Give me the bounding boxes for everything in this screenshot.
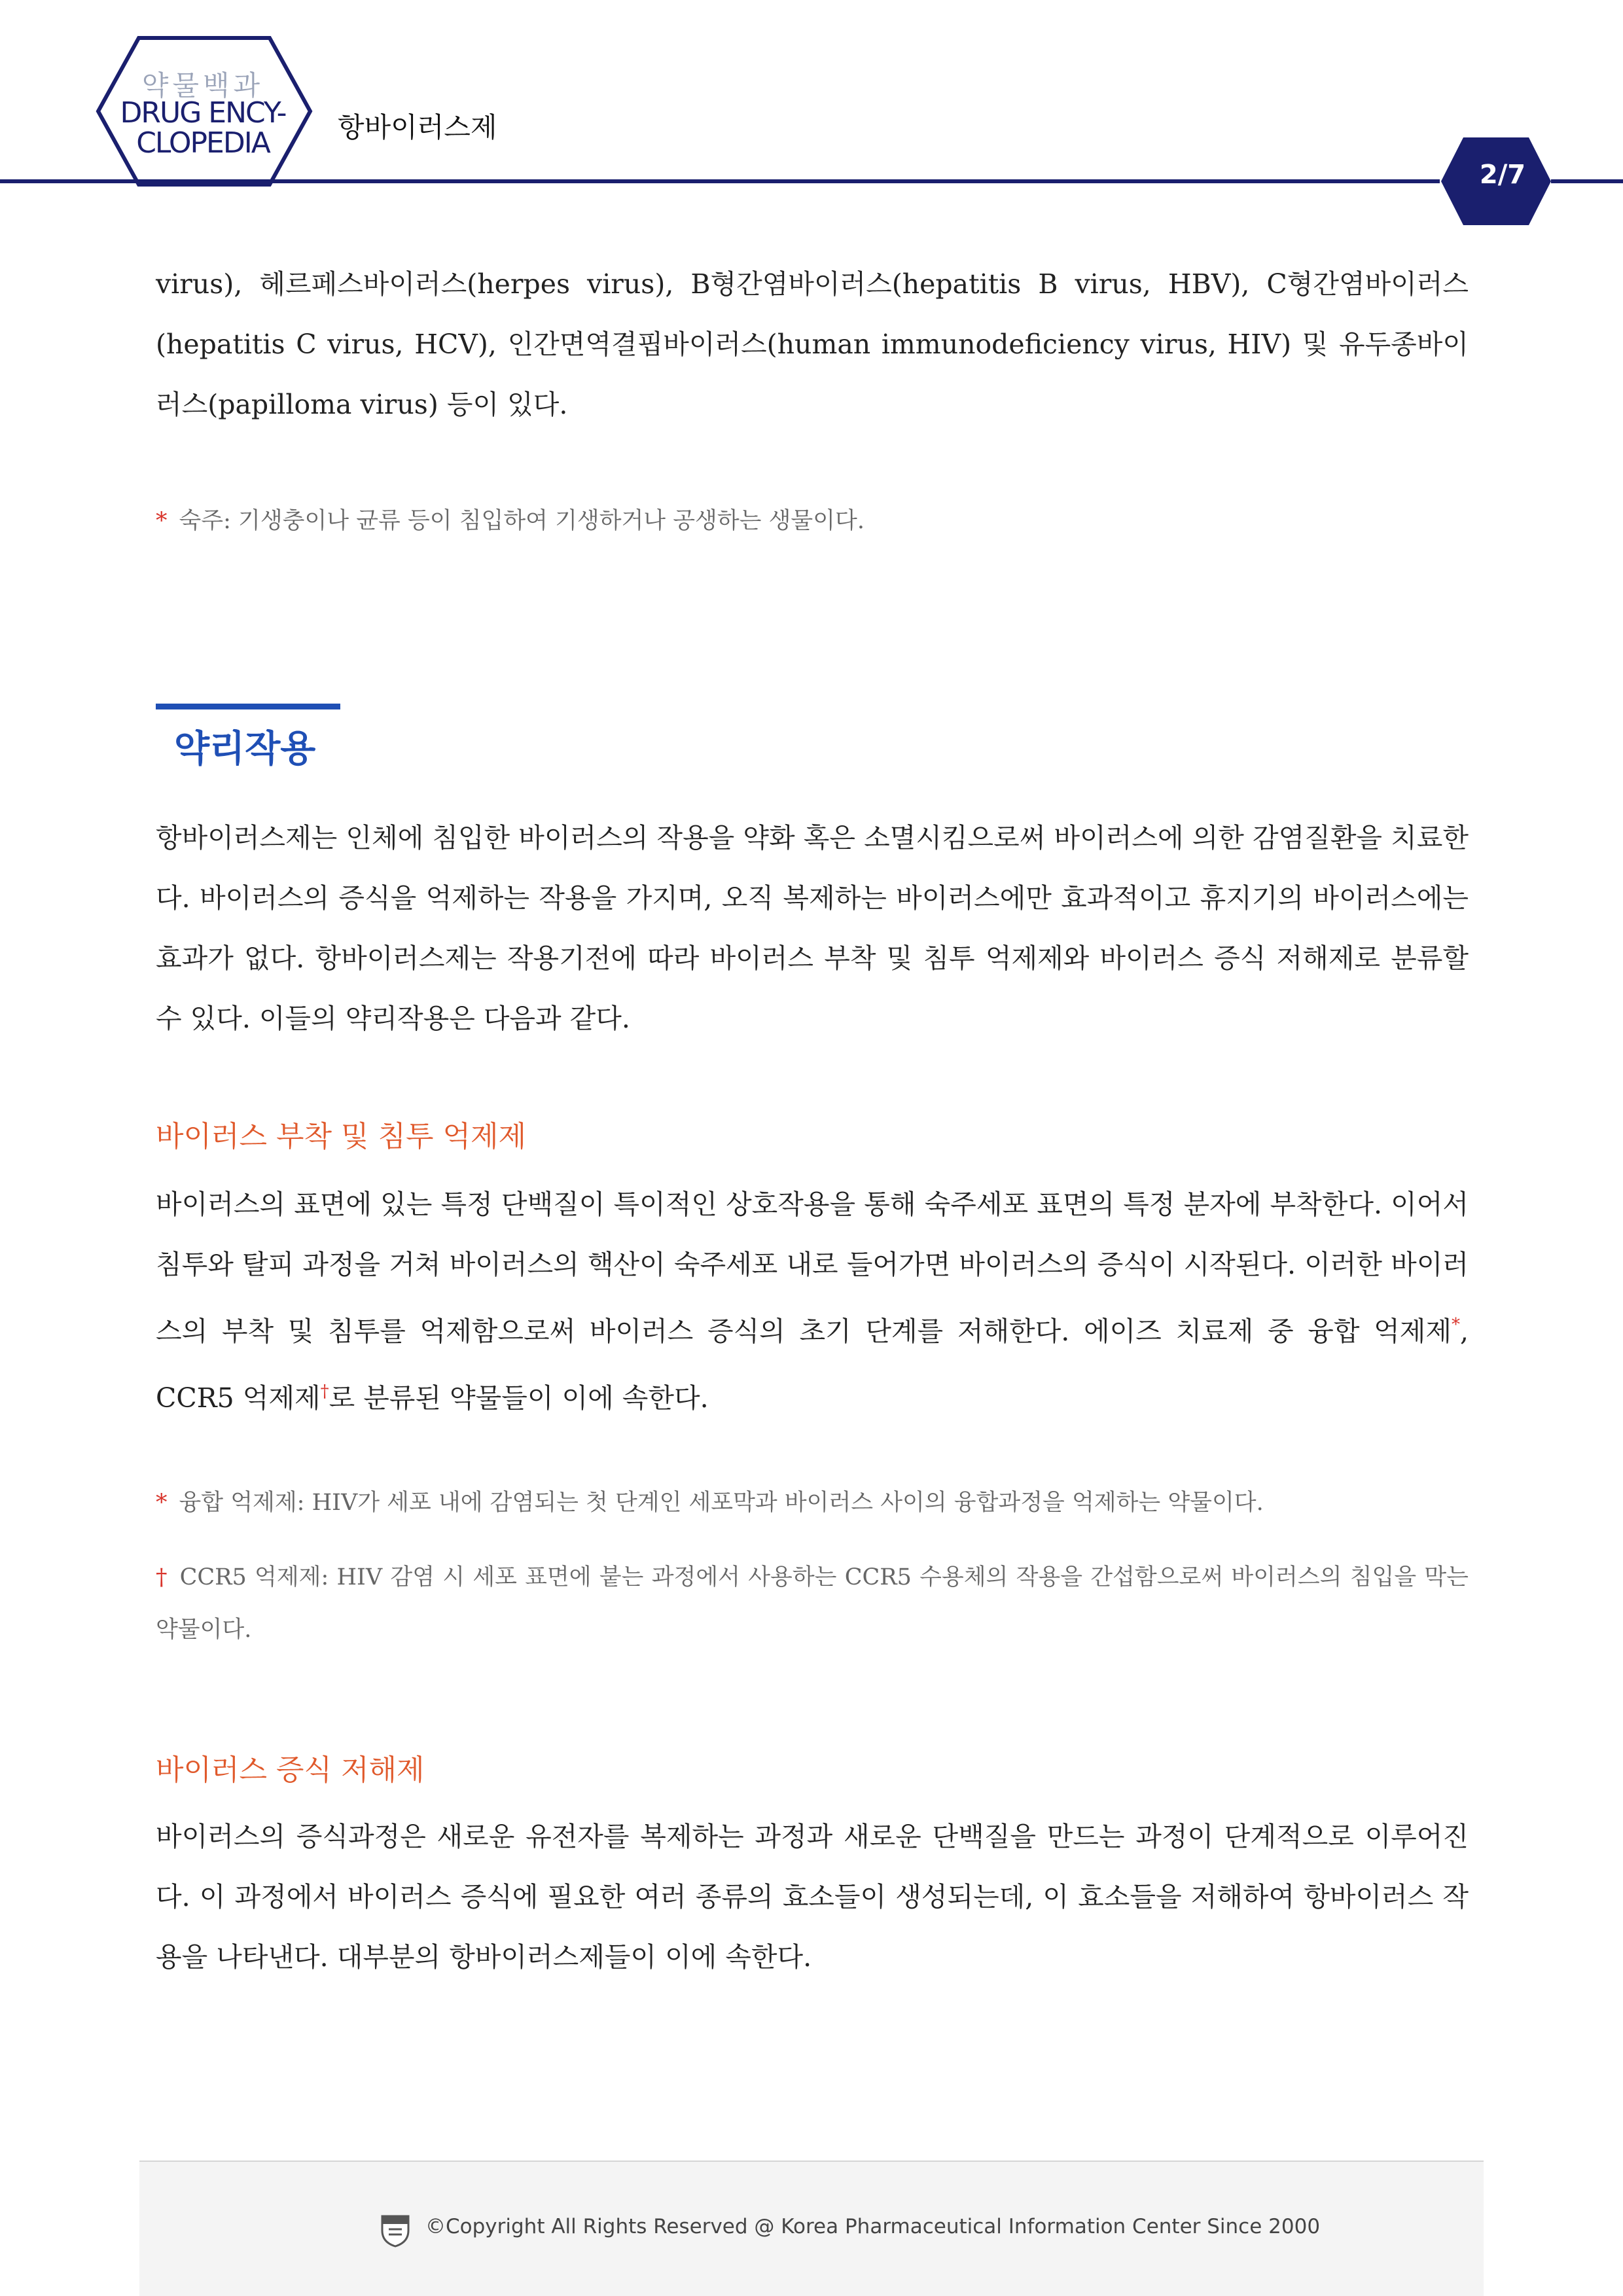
sub1-superscript-star: * xyxy=(1451,1315,1460,1335)
section-title: 약리작용 xyxy=(174,728,316,770)
logo-english-line-1: DRUG ENCY- xyxy=(120,96,286,130)
ccr5-inhibitor-footnote xyxy=(156,1551,1469,1656)
sub1-text-part-3: 로 분류된 약물들이 이에 속한다. xyxy=(329,1382,709,1414)
header-title: 항바이러스제 xyxy=(338,111,497,143)
sub1-superscript-dagger: † xyxy=(320,1382,329,1401)
page-header xyxy=(0,0,1623,236)
footer-copyright: ©Copyright All Rights Reserved @ Korea Pharmaceutical Information Center Since 2000 xyxy=(425,2215,1321,2238)
intro-paragraph: virus), 헤르페스바이러스(herpes virus), B형간염바이러스(hepatitis B virus, HBV), C형간염바이러스(hepatitis C virus, HCV), 인간면역결핍바이러스(human immunodeficiency virus, HIV) 및 유두종바이러스(papilloma virus) 등이 있다. xyxy=(156,268,1469,420)
subsection-title-replication-inhibitor: 바이러스 증식 저해제 xyxy=(156,1753,425,1787)
subsection-paragraph-replication-inhibitor: 바이러스의 증식과정은 새로운 유전자를 복제하는 과정과 새로운 단백질을 만드는 과정이 단계적으로 이루어진다. 이 과정에서 바이러스 증식에 필요한 여러 종류의 효소들이 생성되는데, 이 효소들을 저해하여 항바이러스 작용을 나타낸다. 대부분의 항바이러스제들이 이에 속한다. xyxy=(156,1821,1469,1973)
section-paragraph: 항바이러스제는 인체에 침입한 바이러스의 작용을 약화 혹은 소멸시킴으로써 바이러스에 의한 감염질환을 치료한다. 바이러스의 증식을 억제하는 작용을 가지며, 오직 복제하는 바이러스에만 효과적이고 휴지기의 바이러스에는 효과가 없다. 항바이러스제는 작용기전에 따라 바이러스 부착 및 침투 억제제와 바이러스 증식 저해제로 분류할 수 있다. 이들의 약리작용은 다음과 같다. xyxy=(156,822,1469,1034)
fusion-footnote-text: 융합 억제제: HIV가 세포 내에 감염되는 첫 단계인 세포막과 바이러스 사이의 융합과정을 억제하는 약물이다. xyxy=(179,1490,1264,1516)
footer-divider xyxy=(139,2161,1484,2162)
subsection-paragraph-attachment-inhibitor xyxy=(156,1174,1469,1428)
logo-korean: 약물백과 xyxy=(141,69,264,101)
ccr5-footnote-text: CCR5 억제제: HIV 감염 시 세포 표면에 붙는 과정에서 사용하는 CCR5 수용체의 작용을 간섭함으로써 바이러스의 침입을 막는 약물이다. xyxy=(156,1564,1469,1643)
section-title-bar xyxy=(156,704,340,709)
fusion-inhibitor-footnote xyxy=(156,1477,1469,1529)
host-footnote-text: 숙주: 기생충이나 균류 등이 침입하여 기생하거나 공생하는 생물이다. xyxy=(179,508,865,534)
logo-english-line-2: CLOPEDIA xyxy=(136,126,270,160)
host-footnote-mark: * xyxy=(156,508,168,534)
subsection-title-attachment-inhibitor: 바이러스 부착 및 침투 억제제 xyxy=(156,1120,526,1153)
sub1-text-part-2: , CCR5 억제제 xyxy=(156,1316,1469,1414)
host-footnote xyxy=(156,495,1469,547)
ccr5-footnote-mark: † xyxy=(156,1564,168,1590)
page-number: 2/7 xyxy=(1479,160,1526,190)
fusion-footnote-mark: * xyxy=(156,1490,168,1516)
sub1-text-part-1: 바이러스의 표면에 있는 특정 단백질이 특이적인 상호작용을 통해 숙주세포 표면의 특정 분자에 부착한다. 이어서 침투와 탈피 과정을 거쳐 바이러스의 핵산이 숙주세포 내로 들어가면 바이러스의 증식이 시작된다. 이러한 바이러스의 부착 및 침투를 억제함으로써 바이러스 증식의 초기 단계를 저해한다. 에이즈 치료제 중 융합 억제제 xyxy=(156,1189,1469,1347)
footer-emblem-icon xyxy=(380,2214,411,2248)
logo-english xyxy=(111,98,294,158)
